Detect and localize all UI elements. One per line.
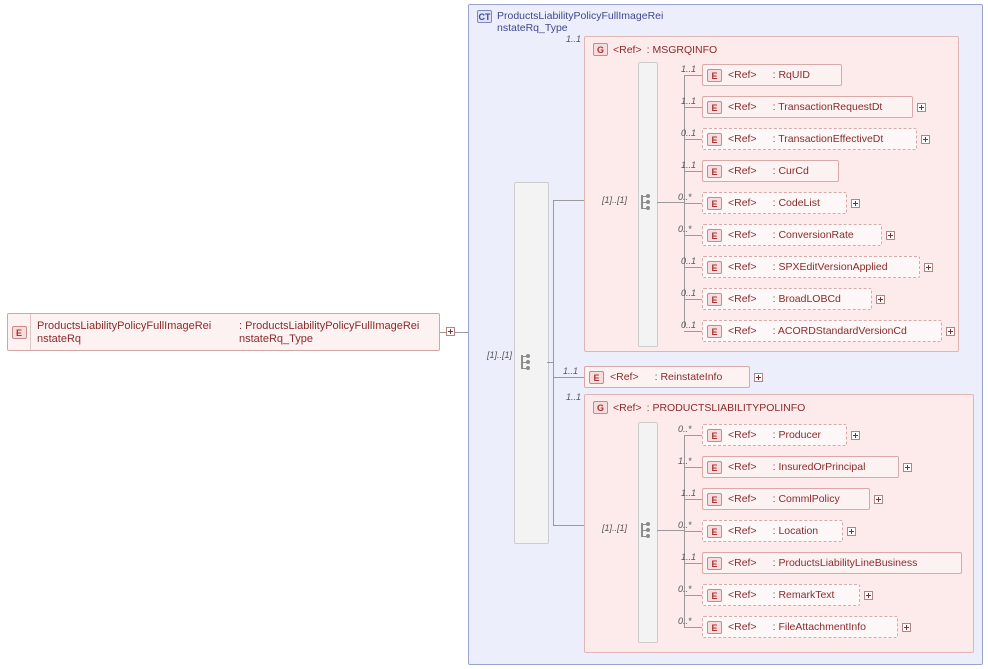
expand-icon-acordstandardversioncd[interactable] <box>946 327 955 336</box>
cardinality-spxeditversionapplied: 0..1 <box>681 256 697 266</box>
element-icon: E <box>707 229 722 242</box>
element-reinstateinfo[interactable] <box>584 366 750 388</box>
element-name: : Producer <box>772 429 822 441</box>
group-msgrqinfo-header <box>593 43 717 56</box>
complex-type-header <box>477 10 663 34</box>
element-name: : TransactionRequestDt <box>772 101 883 113</box>
element-ref-label: <Ref> <box>728 493 757 505</box>
root-element-tag-cell <box>8 314 31 350</box>
cardinality-productsliabilitylinebusiness: 1..1 <box>681 552 697 562</box>
group-productsliabilitypolinfo-name: : PRODUCTSLIABILITYPOLINFO <box>646 401 806 414</box>
element-icon: E <box>707 261 722 274</box>
connector-root-to-type <box>440 332 446 333</box>
polinfo-conn-6 <box>684 627 702 628</box>
expand-icon-commlpolicy[interactable] <box>874 495 883 504</box>
element-ref-label: <Ref> <box>728 589 757 601</box>
cardinality-transactioneffectivedt: 0..1 <box>681 128 697 138</box>
cardinality-remarktext: 0..* <box>678 584 692 594</box>
complex-type-icon: CT <box>478 12 491 22</box>
element-ref-label: <Ref> <box>728 325 757 337</box>
msgrqinfo-sequence-cardinality: [1]..[1] <box>602 195 628 205</box>
element-icon: E <box>707 293 722 306</box>
expand-icon-conversionrate[interactable] <box>886 231 895 240</box>
cardinality-rquid: 1..1 <box>681 64 697 74</box>
element-ref-label: <Ref> <box>728 429 757 441</box>
polinfo-conn-4 <box>684 563 702 564</box>
root-expand-icon[interactable] <box>446 327 455 336</box>
element-name: : RemarkText <box>772 589 835 601</box>
element-spxeditversionapplied[interactable] <box>702 256 920 278</box>
group-productsliabilitypolinfo-header <box>593 401 805 414</box>
expand-icon-transactionrequestdt[interactable] <box>917 103 926 112</box>
element-name: : FileAttachmentInfo <box>772 621 866 633</box>
polinfo-conn-3 <box>684 531 702 532</box>
element-ref-label: <Ref> <box>728 557 757 569</box>
msgrqinfo-conn-1 <box>684 107 702 108</box>
cardinality-transactionrequestdt: 1..1 <box>681 96 697 106</box>
element-commlpolicy[interactable] <box>702 488 870 510</box>
element-icon: E <box>707 325 722 338</box>
expand-icon-insuredorprincipal[interactable] <box>903 463 912 472</box>
element-icon: E <box>707 165 722 178</box>
element-name: : InsuredOrPrincipal <box>772 461 866 473</box>
cardinality-codelist: 0..* <box>678 192 692 202</box>
element-icon: E <box>707 69 722 82</box>
element-icon: E <box>707 621 722 634</box>
element-ref-label: <Ref> <box>728 525 757 537</box>
element-ref-label: <Ref> <box>610 371 639 383</box>
root-element-type-line1: : ProductsLiabilityPolicyFullImageRei <box>239 320 420 332</box>
msgrqinfo-conn-0 <box>684 75 702 76</box>
element-icon: E <box>707 133 722 146</box>
group-icon: G <box>593 43 608 56</box>
element-name: : TransactionEffectiveDt <box>772 133 884 145</box>
element-transactionrequestdt[interactable] <box>702 96 913 118</box>
cardinality-conversionrate: 0..* <box>678 224 692 234</box>
expand-icon-location[interactable] <box>847 527 856 536</box>
element-transactioneffectivedt[interactable] <box>702 128 917 150</box>
expand-icon-reinstateinfo[interactable] <box>754 373 763 382</box>
root-element-name-line1: ProductsLiabilityPolicyFullImageRei <box>37 320 212 332</box>
element-ref-label: <Ref> <box>728 293 757 305</box>
expand-icon-broadlobcd[interactable] <box>876 295 885 304</box>
polinfo-conn-1 <box>684 467 702 468</box>
cardinality-producer: 0..* <box>678 424 692 434</box>
cardinality-commlpolicy: 1..1 <box>681 488 697 498</box>
group-msgrqinfo-name: : MSGRQINFO <box>646 43 718 56</box>
group-productsliabilitypolinfo-ref: <Ref> <box>613 401 642 414</box>
element-icon: E <box>707 525 722 538</box>
element-name: : CodeList <box>772 197 820 209</box>
element-name: : CurCd <box>772 165 809 177</box>
element-ref-label: <Ref> <box>728 197 757 209</box>
element-rquid[interactable] <box>702 64 842 86</box>
complex-type-title-line1: ProductsLiabilityPolicyFullImageRei <box>497 10 664 22</box>
expand-icon-spxeditversionapplied[interactable] <box>924 263 933 272</box>
element-icon: E <box>707 557 722 570</box>
element-name: : BroadLOBCd <box>772 293 841 305</box>
cardinality-fileattachmentinfo: 0..* <box>678 616 692 626</box>
element-icon: E <box>707 429 722 442</box>
element-productsliabilitylinebusiness[interactable] <box>702 552 962 574</box>
element-icon: E <box>707 589 722 602</box>
element-ref-label: <Ref> <box>728 165 757 177</box>
polinfo-trunk-stub <box>657 530 684 531</box>
group-msgrqinfo-cardinality: 1..1 <box>566 34 582 44</box>
group-icon: G <box>593 401 608 414</box>
polinfo-conn-0 <box>684 435 702 436</box>
cardinality-acordstandardversioncd: 0..1 <box>681 320 697 330</box>
element-name: : SPXEditVersionApplied <box>772 261 888 273</box>
element-broadlobcd[interactable] <box>702 288 872 310</box>
polinfo-conn-2 <box>684 499 702 500</box>
element-ref-label: <Ref> <box>728 621 757 633</box>
connector-branch-reinstateinfo <box>553 377 584 378</box>
msgrqinfo-conn-8 <box>684 331 702 332</box>
connector-root-right <box>455 332 468 333</box>
element-ref-label: <Ref> <box>728 133 757 145</box>
group-productsliabilitypolinfo-cardinality: 1..1 <box>566 392 582 402</box>
cardinality-broadlobcd: 0..1 <box>681 288 697 298</box>
element-icon: E <box>707 493 722 506</box>
connector-branch-polinfo <box>553 525 584 526</box>
element-conversionrate[interactable] <box>702 224 882 246</box>
element-icon: E <box>707 461 722 474</box>
element-ref-label: <Ref> <box>728 101 757 113</box>
element-name: : CommlPolicy <box>772 493 840 505</box>
complex-type-title-line2: nstateRq_Type <box>497 22 568 34</box>
connector-trunk-stub <box>547 362 553 363</box>
cardinality-reinstateinfo: 1..1 <box>563 366 579 376</box>
connector-trunk <box>553 200 554 525</box>
element-fileattachmentinfo[interactable] <box>702 616 898 638</box>
element-icon: E <box>707 197 722 210</box>
root-sequence-icon <box>521 352 543 372</box>
root-element-name-line2: nstateRq <box>37 333 82 345</box>
expand-icon-producer[interactable] <box>851 431 860 440</box>
element-name: : ReinstateInfo <box>654 371 723 383</box>
element-name: : ConversionRate <box>772 229 854 241</box>
element-curcd[interactable] <box>702 160 839 182</box>
element-name: : ProductsLiabilityLineBusiness <box>772 557 918 569</box>
cardinality-location: 0..* <box>678 520 692 530</box>
connector-branch-msgrqinfo <box>553 200 584 201</box>
expand-icon-fileattachmentinfo[interactable] <box>902 623 911 632</box>
cardinality-curcd: 1..1 <box>681 160 697 170</box>
msgrqinfo-conn-5 <box>684 235 702 236</box>
element-icon: E <box>12 326 27 339</box>
expand-icon-remarktext[interactable] <box>864 591 873 600</box>
msgrqinfo-conn-2 <box>684 139 702 140</box>
polinfo-conn-5 <box>684 595 702 596</box>
element-remarktext[interactable] <box>702 584 860 606</box>
element-producer[interactable] <box>702 424 847 446</box>
element-name: : RqUID <box>772 69 810 81</box>
element-insuredorprincipal[interactable] <box>702 456 899 478</box>
root-sequence-cardinality: [1]..[1] <box>487 350 513 360</box>
msgrqinfo-conn-4 <box>684 203 702 204</box>
element-codelist[interactable] <box>702 192 847 214</box>
msgrqinfo-conn-7 <box>684 299 702 300</box>
group-msgrqinfo-ref: <Ref> <box>613 43 642 56</box>
root-element-name <box>31 314 235 350</box>
root-element-box[interactable] <box>7 313 440 351</box>
element-name: : Location <box>772 525 819 537</box>
element-ref-label: <Ref> <box>728 69 757 81</box>
element-icon: E <box>589 371 604 384</box>
root-element-type <box>235 314 439 350</box>
element-ref-label: <Ref> <box>728 229 757 241</box>
element-acordstandardversioncd[interactable] <box>702 320 942 342</box>
element-ref-label: <Ref> <box>728 461 757 473</box>
complex-type-title <box>497 10 663 34</box>
element-location[interactable] <box>702 520 843 542</box>
expand-icon-codelist[interactable] <box>851 199 860 208</box>
msgrqinfo-trunk-stub <box>657 202 684 203</box>
msgrqinfo-conn-3 <box>684 171 702 172</box>
polinfo-sequence-cardinality: [1]..[1] <box>602 523 628 533</box>
element-ref-label: <Ref> <box>728 261 757 273</box>
element-icon: E <box>707 101 722 114</box>
root-element-type-line2: nstateRq_Type <box>239 333 313 345</box>
msgrqinfo-conn-6 <box>684 267 702 268</box>
cardinality-insuredorprincipal: 1..* <box>678 456 692 466</box>
expand-icon-transactioneffectivedt[interactable] <box>921 135 930 144</box>
element-name: : ACORDStandardVersionCd <box>772 325 907 337</box>
